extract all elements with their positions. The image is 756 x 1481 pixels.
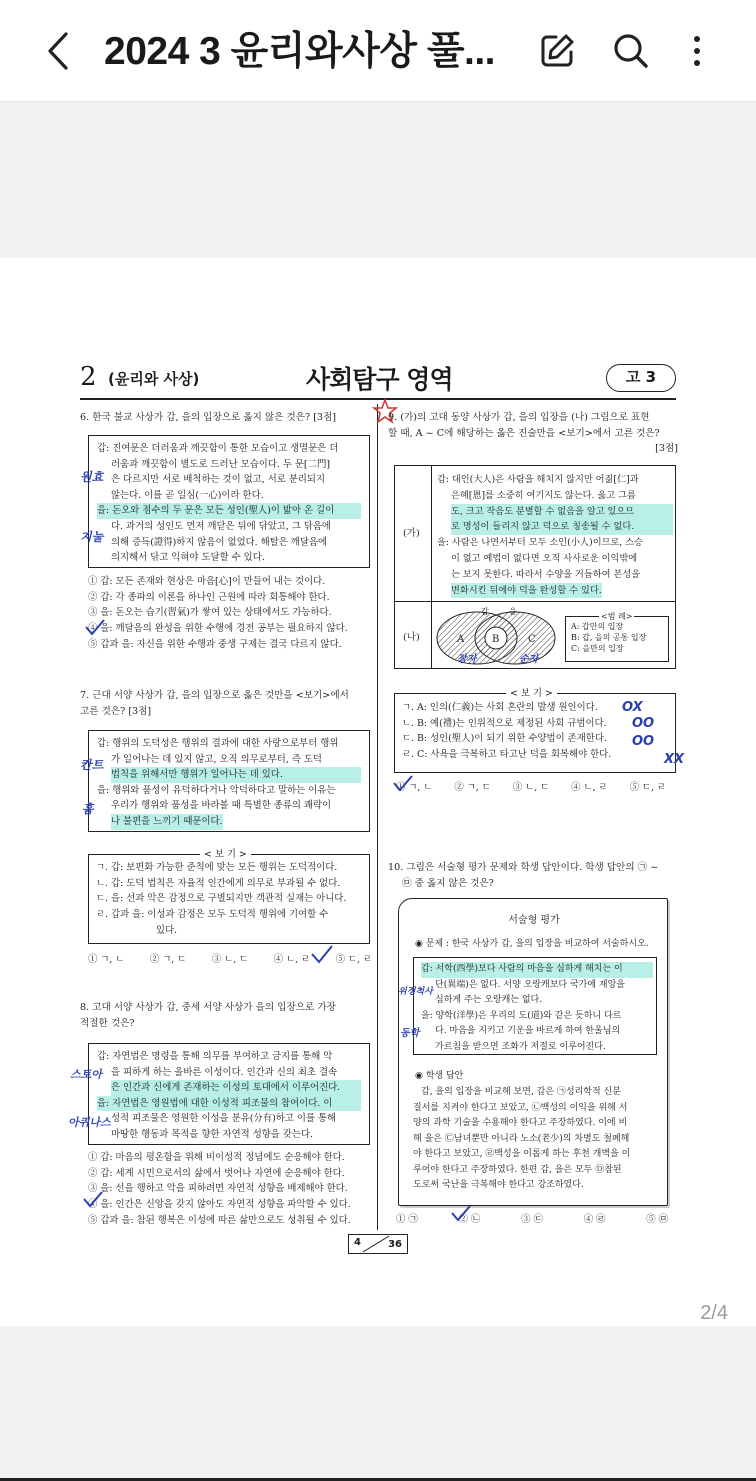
q7-answer-4[interactable]: ④ ㄴ, ㄹ [273,954,311,965]
ink-annotation: 원효 [80,470,104,484]
q7-bogi-title: < 보 기 > [200,846,251,860]
viewer-gap-bottom [0,1326,756,1481]
q9-bogi-title: < 보 기 > [506,685,557,699]
checkmark-icon [392,774,414,794]
q6-option-4[interactable]: ④ 을: 깨달음의 완성을 위한 수행에 경전 공부는 필요하지 않다. [88,623,348,635]
ink-annotation: 칸트 [80,758,104,772]
q9-legend-title: <범 례> [599,609,634,625]
q8-line: 갑: 자연법은 명령을 통해 의무를 부여하고 금지를 통해 악 [97,1051,333,1062]
q6-line: 을: 돈오와 점수의 두 문은 모든 성인(聖人)이 밟아 온 길이 [97,503,361,519]
ink-annotation: 스토아 [70,1068,102,1081]
q10-card-title: 서술형 평가 [508,915,560,926]
search-icon[interactable] [610,30,652,72]
q10-stem: 10. 그림은 서술형 평가 문제와 학생 답안이다. 학생 답안의 ㉠ ~ ㉤ 중 옳지 않은 것은? [388,862,659,889]
q9-answers [396,780,666,796]
subject-label: (윤리와 사상) [108,370,200,388]
q6-line: 다. 과거의 성인도 먼저 깨닫은 뒤에 닦았고, 그 닦음에 [111,520,331,532]
q8-line: 을: 자연법은 영원법에 대한 이성적 피조물의 참여이다. 이 [97,1096,361,1112]
q10-problem: ◉ 문제 : 한국 사상가 갑, 을의 입장을 비교하여 서술하시오. [415,939,649,949]
q7-passage [88,730,370,832]
q9-legend-items: A: 갑만의 입장 B: 갑, 을의 공통 입장 C: 을만의 입장 [571,622,647,653]
checkmark-icon [310,944,334,966]
q8-option-1[interactable]: ① 갑: 마음의 평온함을 위해 비이성적 정념에도 순응해야 한다. [88,1152,345,1163]
q8-option-2[interactable]: ② 갑: 세계 시민으로서의 삶에서 벗어나 자연에 순응해야 한다. [88,1167,345,1179]
q7-line: 우리가 행위와 품성을 바라볼 때 특별한 종류의 쾌락이 [111,800,332,812]
ink-annotation: 위정척사 [398,987,433,997]
ink-annotation: 장자 [457,654,477,665]
checkmark-icon [84,618,106,638]
page-number: 2 [80,362,97,392]
q7-bogi: ㄱ. 갑: 보편화 가능한 준칙에 맞는 모든 행위는 도덕적이다. ㄴ. 갑: 도덕 법칙은 자율적 인간에게 의무로 부과될 수 없다. ㄷ. 을: 선과 악은 감정으로 구별되지만 객관적 실재는 아니다. ㄹ. 갑과 을: 이성과 감정은 모두 도덕적 행위에 기여할 수 있다. [96,862,347,936]
page-footer-box [348,1234,408,1254]
q9-answer-3[interactable]: ③ ㄴ, ㄷ [512,782,550,793]
q6-line: 의지해서 닦고 익혀야 도달할 수 있다. [111,552,265,564]
venn-label-c: C [528,634,536,645]
q10-answer-2[interactable]: ② ㉡ [458,1214,481,1225]
q6-line: 러움과 깨끗함이 별도로 드러난 모습이다. 두 문[二門] [111,458,330,470]
q8-line: 마땅한 행동과 목적을 향한 자연적 성향을 갖는다. [111,1128,313,1140]
q10-answer-4[interactable]: ④ ㉣ [583,1214,606,1225]
q6-line: 갑: 진여문은 더러움과 깨끗함이 통한 모습이고 생멸문은 더 [97,443,339,454]
ink-annotation: 순자 [519,654,539,665]
q7-answer-1[interactable]: ① ㄱ, ㄴ [88,954,125,965]
q6-line: 않는다. 이를 곧 일심(一心)이라 한다. [111,489,264,501]
q10-answer-label: ◉ 학생 답안 [415,1071,464,1081]
q8-option-3[interactable]: ③ 을: 선을 행하고 악을 피하려면 자연적 성향을 배제해야 한다. [88,1183,348,1195]
ink-annotation: OO [632,734,655,749]
back-arrow-icon[interactable] [40,28,80,74]
q7-line: 갑: 행위의 도덕성은 행위의 결과에 대한 사랑으로부터 행위 [97,738,339,749]
q7-line: 가 일어나는 데 있지 않고, 오직 의무로부터, 즉 도덕 [111,753,322,765]
q7-answer-5[interactable]: ⑤ ㄷ, ㄹ [335,954,372,965]
q7-line: 을: 행위와 품성이 유덕하다거나 악덕하다고 말하는 이유는 [97,784,336,796]
checkmark-icon [450,1204,472,1224]
document-title: 2024 3 윤리와사상 풀... [104,30,496,73]
q6-option-5[interactable]: ⑤ 갑과 을: 자신을 위한 수행과 중생 구제는 결국 다르지 않다. [88,638,342,650]
q6-option-3[interactable]: ③ 을: 돈오는 습기(習氣)가 쌓여 있는 상태에서도 가능하다. [88,607,332,619]
q9-bogi: ㄱ. A: 인의(仁義)는 사회 혼란의 발생 원인이다. ㄴ. B: 예(禮)는 인위적으로 제정된 사회 규범이다. ㄷ. B: 성인(聖人)이 되기 위한 수양법이 존재한다. ㄹ. C: 사욕을 극복하고 타고난 덕을 회복해야 한다. [402,702,612,761]
column-divider [377,404,378,1230]
more-options-icon[interactable] [676,30,718,72]
q9-table-divider [431,466,432,668]
q9-answer-1[interactable]: ① ㄱ, ㄴ [396,782,433,793]
q6-option-1[interactable]: ① 갑: 모든 존재와 현상은 마음[心]이 만들어 내는 것이다. [88,576,326,587]
q6-stem: 6. 한국 불교 사상가 갑, 을의 입장으로 옳지 않은 것은? [3점] [80,412,337,423]
grade-badge: 고 3 [606,364,676,392]
footer-total: 36 [388,1239,402,1250]
ink-annotation: OX [622,700,643,715]
q10-answer-text: 갑, 을의 입장을 비교해 보면, 갑은 ㉠성리학적 신분 질서를 지켜야 한다고 보았고, ㉡백성의 이익을 위해 서 양의 과학 기술을 수용해야 한다고 주장하였다. 이에 비 해 을은 ㉢남녀뿐만 아니라 노소(老少)의 차별도 철폐해 야 한다고 보았고, ㉣백성을 이롭게 하는 후천 개벽을 이 루어야 한다고 주장하였다. 한편 갑, 을은 모두 ㉤참된 도로써 국난을 극복해야 한다고 강조하였다. [413,1087,631,1190]
q9-na-label: (나) [403,632,420,643]
venn-label-gap: 갑 [481,607,489,616]
venn-label-b: B [492,634,500,645]
q7-answer-3[interactable]: ③ ㄴ, ㄷ [211,954,249,965]
venn-label-a: A [457,634,465,645]
q6-line: 의해 증득(證得)하지 않음이 없었다. 해탈은 깨달음에 [111,536,328,548]
q9-ga-label: (가) [403,528,420,539]
q9-answer-4[interactable]: ④ ㄴ, ㄹ [571,782,608,793]
q7-line: 나 불편을 느끼기 때문이다. [111,814,223,830]
q9-table [394,465,676,669]
q6-options [88,574,372,653]
ink-annotation: 흄 [82,802,94,816]
q9-ga-text: 갑: 대인(大人)은 사람을 해치지 않지만 어짊[仁]과 은혜[恩]를 소중히 여기지도 않는다. 옳고 그름 도, 크고 작음도 분별할 수 없음을 알고 있으므 로 명성이 들리지 않고 덕으로 칭송될 수 없다. 을: 사람은 나면서부터 모두 소인(小人)이므로, 스승 이 없고 예법이 없다면 오직 사사로운 이익밖에 는 보지 못한다. 따라서 수양을 거듭하여 본성을 변화시킨 뒤에야 덕을 완성할 수 있다. [437,472,673,598]
venn-label-eul: 을 [509,607,517,616]
q10-answer-1[interactable]: ① ㉠ [396,1214,418,1225]
q7-stem: 7. 근대 서양 사상가 갑, 을의 입장으로 옳은 것만을 <보기>에서 고른 것은? [3점] [80,690,349,717]
q9-answer-2[interactable]: ② ㄱ, ㄷ [454,782,491,793]
app-bar [0,0,756,102]
q8-passage [88,1043,370,1145]
page-counter: 2/4 [700,1302,728,1324]
q10-card [398,898,668,1206]
checkmark-icon [82,1190,104,1210]
q6-option-2[interactable]: ② 갑: 각 종파의 이론을 하나인 근원에 따라 회통해야 한다. [88,591,330,603]
q9-table-divider [395,601,675,602]
ink-annotation: 아퀴나스 [68,1116,111,1129]
q8-options [88,1150,372,1229]
q9-answer-5[interactable]: ⑤ ㄷ, ㄹ [629,782,666,793]
q9-stem: 9. (가)의 고대 동양 사상가 갑, 을의 입장을 (나) 그림으로 표현 할 때, A ~ C에 해당하는 옳은 진술만을 <보기>에서 고른 것은? [3점] [388,412,678,454]
venn-diagram [435,606,557,666]
q8-line: 성적 피조물은 영원한 이성을 분유(分有)하고 이를 통해 [111,1113,337,1125]
q8-line: 은 인간과 신에게 존재하는 이성의 토대에서 이루어진다. [111,1080,361,1096]
q7-answer-2[interactable]: ② ㄱ, ㄷ [149,954,187,965]
q10-inner-text: 갑: 서학(西學)보다 사람의 마음을 심하게 해치는 이 단(異端)은 없다. 서양 오랑캐보다 국가에 재앙을 심하게 주는 오랑캐는 없다. 을: 양학(洋學)은 우리의 도(道)와 같은 듯하니 다르 다. 마음을 지키고 기운을 바르게 하여 한울님의 가르침을 받으면 조화가 저절로 이루어진다. [421,962,653,1055]
ink-annotation: 동학 [400,1028,420,1039]
q10-answer-3[interactable]: ③ ㉢ [521,1214,543,1225]
edit-icon[interactable] [536,30,578,72]
viewer-gap-top [0,103,756,258]
q8-stem: 8. 고대 서양 사상가 갑, 중세 서양 사상가 을의 입장으로 가장 적절한 것은? [80,1002,336,1029]
q10-answers [396,1212,668,1228]
ink-annotation: XX [664,752,685,767]
q8-option-4[interactable]: ④ 을: 인간은 신앙을 갖지 않아도 자연적 성향을 파악할 수 있다. [88,1199,351,1211]
q8-option-5[interactable]: ⑤ 갑과 을: 참된 행복은 이성에 따른 삶만으로도 성취될 수 있다. [88,1214,351,1226]
footer-page: 4 [354,1237,361,1248]
q6-line: 은 다르지만 서로 배척하는 것이 없고, 서로 분리되지 [111,474,326,486]
q8-line: 을 피하게 하는 올바른 이성이다. 인간과 신의 최초 결속 [111,1066,338,1078]
q6-passage [88,435,370,568]
ink-annotation: 지눌 [80,530,104,544]
q10-answer-5[interactable]: ⑤ ㉤ [646,1214,668,1225]
ink-annotation: OO [632,716,655,731]
q7-line: 법칙을 위해서만 행위가 일어나는 데 있다. [111,767,361,783]
exam-section-title: 사회탐구 영역 [306,365,453,394]
